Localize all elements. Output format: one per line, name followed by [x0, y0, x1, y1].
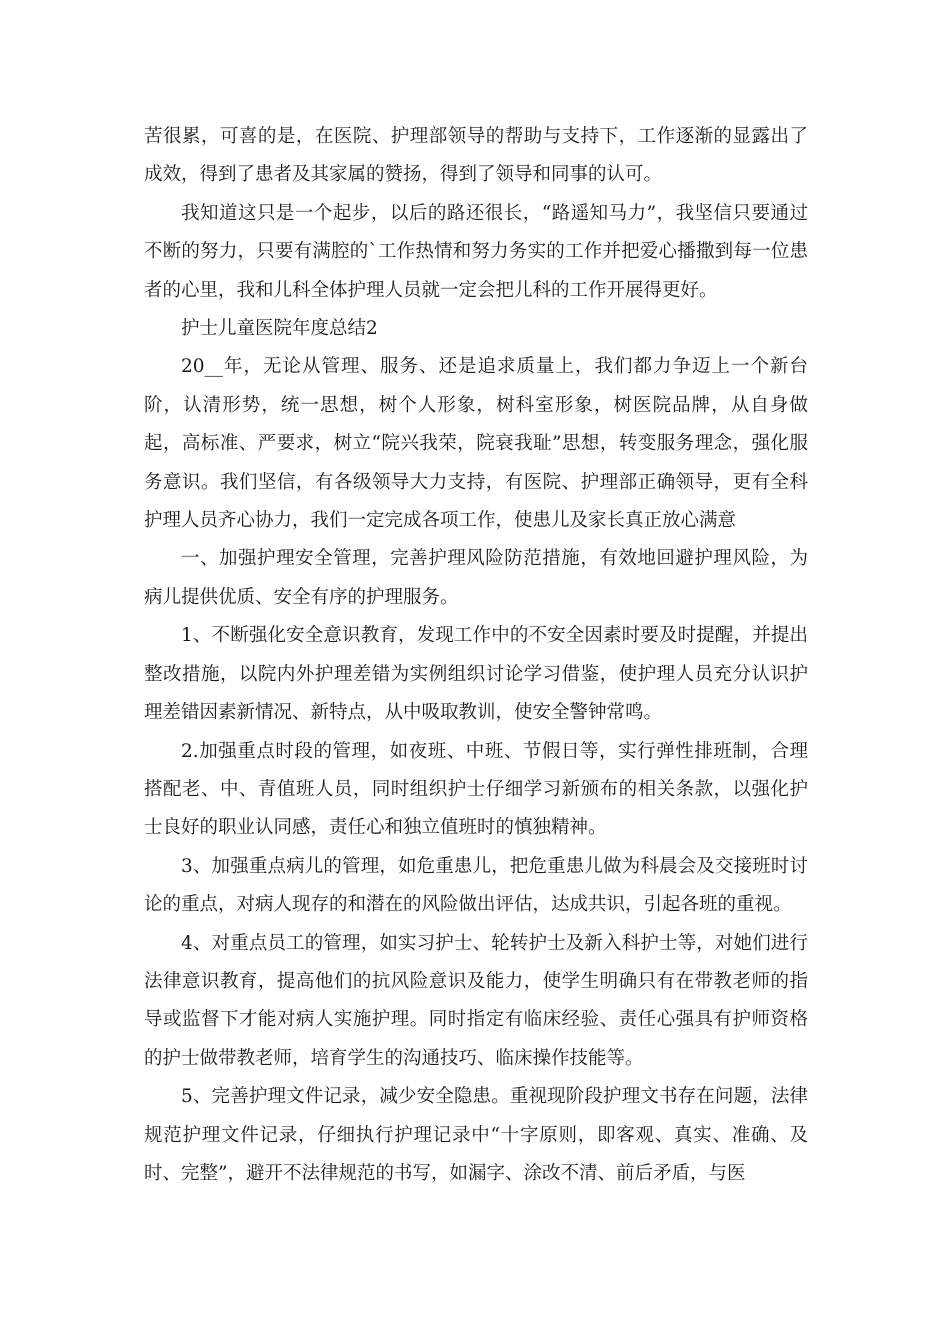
paragraph-item-5: 5、完善护理文件记录，减少安全隐患。重视现阶段护理文书存在问题，法律规范护理文件记录，仔细执行护理记录中“十字原则，即客观、真实、准确、及时、完整”，避开不法律规范的书写，如漏字、涂改不清、前后矛盾，与医: [144, 1086, 808, 1184]
paragraph-continuation: 苦很累，可喜的是，在医院、护理部领导的帮助与支持下，工作逐渐的显露出了成效，得到了患者及其家属的赞扬，得到了领导和同事的认可。: [144, 126, 808, 186]
paragraph-outlook: 我知道这只是一个起步，以后的路还很长，“路遥知马力”，我坚信只要通过不断的努力，只要有满腔的`工作热情和努力务实的工作并把爱心播撒到每一位患者的心里，我和儿科全体护理人员就一定会把儿科的工作开展得更好。: [144, 202, 808, 301]
section-title: 护士儿童医院年度总结2: [181, 318, 378, 340]
paragraph-item-2: 2.加强重点时段的管理，如夜班、中班、节假日等，实行弹性排班制，合理搭配老、中、青值班人员，同时组织护士仔细学习新颁布的相关条款，以强化护士良好的职业认同感，责任心和独立值班时的慎独精神。: [144, 740, 808, 839]
paragraph-item-1: 1、不断强化安全意识教育，发现工作中的不安全因素时要及时提醒，并提出整改措施，以院内外护理差错为实例组织讨论学习借鉴，使护理人员充分认识护理差错因素新情况、新特点，从中吸取教训，使安全警钟常鸣。: [144, 625, 808, 724]
paragraph-intro: 20__年，无论从管理、服务、还是追求质量上，我们都力争迈上一个新台阶，认清形势，统一思想，树个人形象，树科室形象，树医院品牌，从自身做起，高标准、严要求，树立“院兴我荣，院衰我耻”思想，转变服务理念，强化服务意识。我们坚信，有各级领导大力支持，有医院、护理部正确领导，更有全科护理人员齐心协力，我们一定完成各项工作，使患儿及家长真正放心满意: [144, 356, 808, 532]
paragraph-item-4: 4、对重点员工的管理，如实习护士、轮转护士及新入科护士等，对她们进行法律意识教育，提高他们的抗风险意识及能力，使学生明确只有在带教老师的指导或监督下才能对病人实施护理。同时指定有临床经验、责任心强具有护师资格的护士做带教老师，培育学生的沟通技巧、临床操作技能等。: [144, 932, 808, 1069]
document-body: [144, 118, 808, 1193]
paragraph-item-3: 3、加强重点病儿的管理，如危重患儿，把危重患儿做为科晨会及交接班时讨论的重点，对病人现存的和潜在的风险做出评估，达成共识，引起各班的重视。: [144, 855, 808, 916]
paragraph-item-main: 一、加强护理安全管理，完善护理风险防范措施，有效地回避护理风险，为病儿提供优质、安全有序的护理服务。: [144, 548, 808, 608]
